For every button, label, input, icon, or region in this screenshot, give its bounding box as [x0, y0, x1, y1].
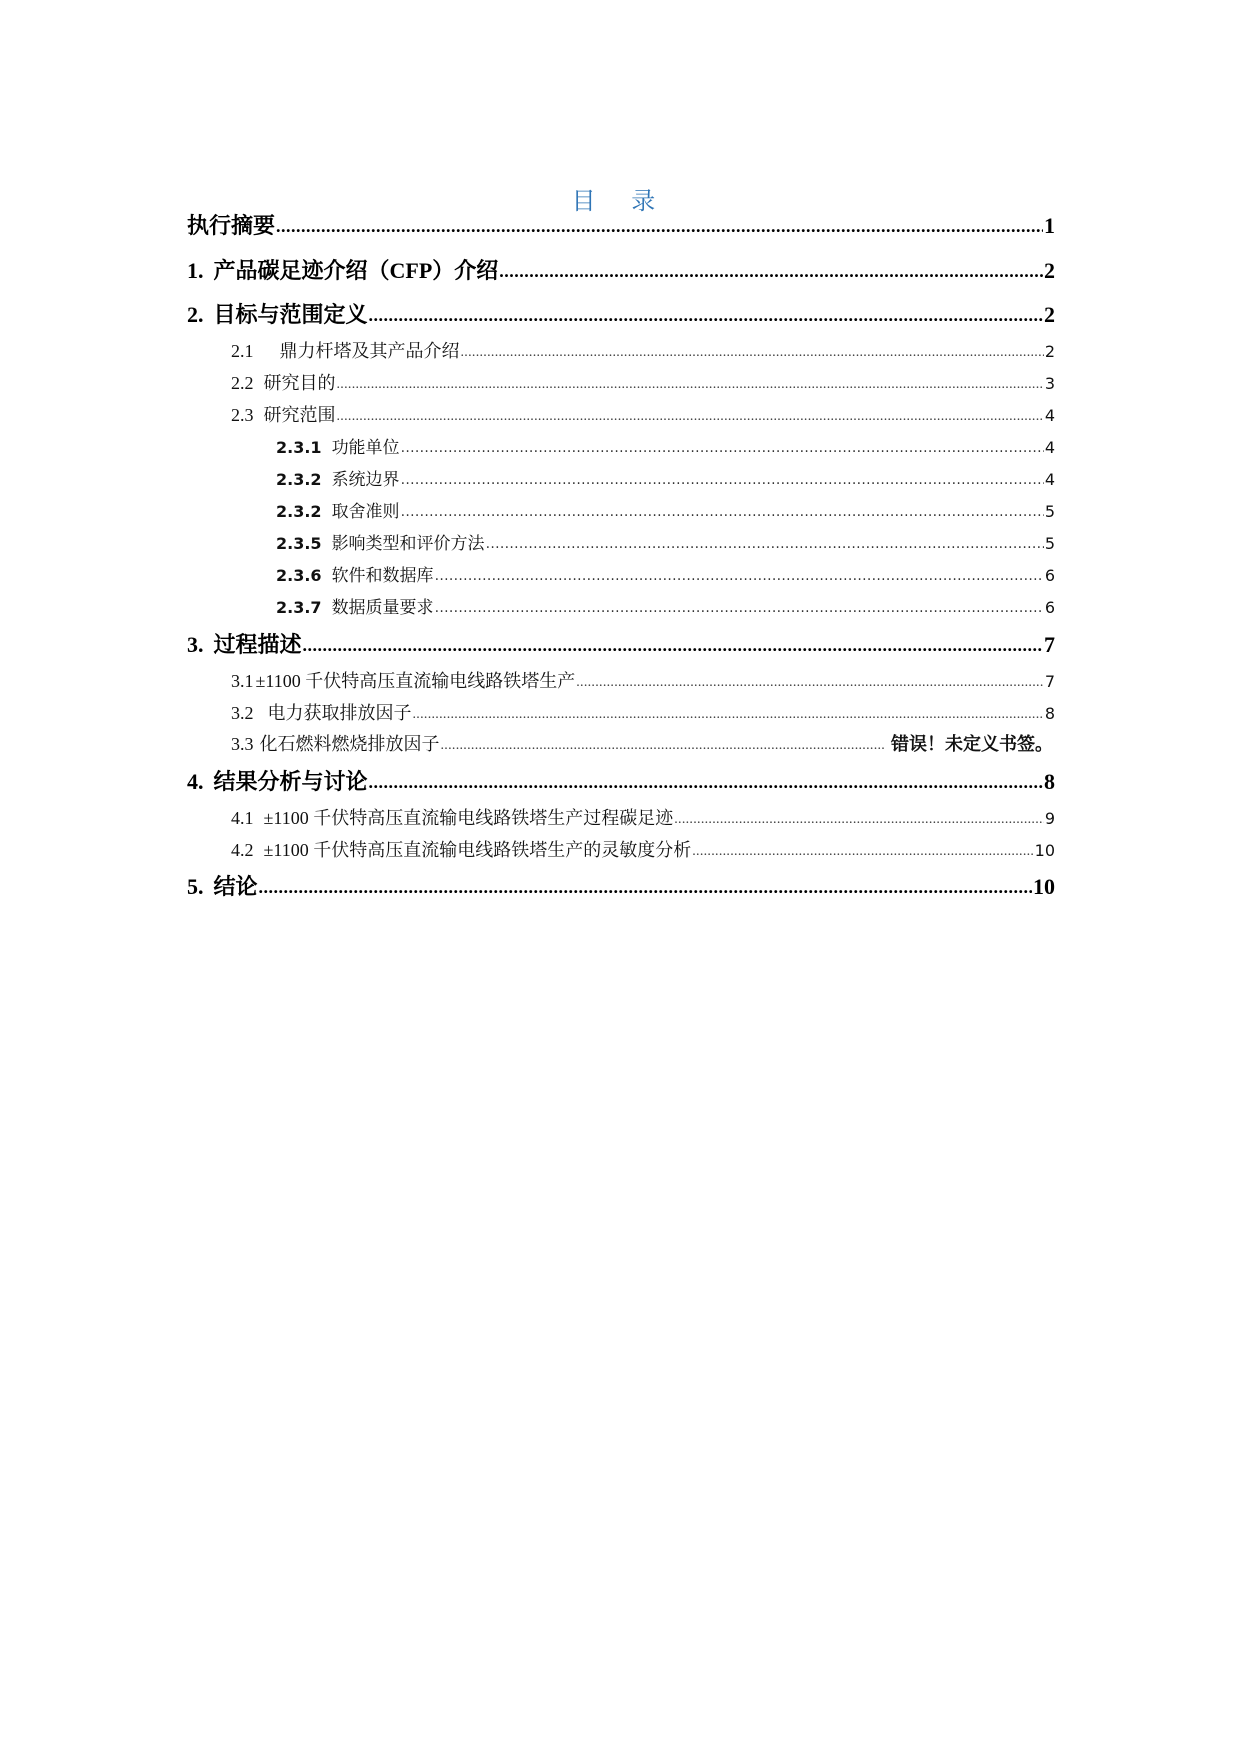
toc-page-number: 2: [1044, 258, 1055, 283]
toc-leader-dots: [337, 409, 1044, 425]
toc-entry-text: 结果分析与讨论: [213, 769, 368, 794]
toc-entry-text: 执行摘要: [187, 213, 276, 238]
toc-entry-number: 2.3.2: [276, 470, 322, 489]
toc-entry-section-2-3-7[interactable]: [276, 593, 1055, 618]
toc-entry-section-3[interactable]: [187, 628, 1055, 659]
toc-entry-number: 2.3.2: [276, 502, 322, 521]
toc-title: 目 录: [571, 187, 670, 215]
toc-entry-section-4-2[interactable]: [231, 836, 1055, 862]
toc-entry-text: 结论: [213, 874, 258, 899]
toc-page-number: 8: [1044, 769, 1055, 794]
toc-entry-text: 数据质量要求: [331, 598, 434, 618]
toc-leader-dots: [276, 216, 1043, 237]
toc-entry-number: 3.3: [231, 734, 254, 754]
toc-entry-number: 3.: [187, 632, 204, 657]
toc-leader-dots: [401, 472, 1044, 488]
toc-entry-text: 研究目的: [263, 373, 336, 393]
toc-entry-number: 2.3.6: [276, 566, 322, 585]
toc-leader-dots: [259, 877, 1032, 898]
toc-entry-number: 4.2: [231, 840, 254, 860]
toc-entry-section-4-1[interactable]: [231, 804, 1055, 830]
toc-leader-dots: [441, 738, 885, 754]
toc-leader-dots: [303, 635, 1043, 656]
toc-leader-dots: [369, 772, 1043, 793]
toc-entry-section-2[interactable]: [187, 298, 1055, 329]
toc-bookmark-error: 错误！未定义书签。: [891, 734, 1053, 755]
toc-entry-text: 影响类型和评价方法: [331, 534, 485, 554]
toc-leader-dots: [401, 504, 1044, 520]
toc-entry-text: 产品碳足迹介绍（CFP）介绍: [213, 258, 499, 283]
toc-entry-section-2-3-6[interactable]: [276, 561, 1055, 586]
toc-entry-number: 4.1: [231, 808, 254, 828]
toc-entry-section-4[interactable]: [187, 765, 1055, 796]
toc-leader-dots: [369, 305, 1043, 326]
toc-entry-number: 5.: [187, 874, 204, 899]
toc-entry-section-2-3-1[interactable]: [276, 433, 1055, 458]
toc-entry-text: 系统边界: [331, 470, 400, 490]
toc-entry-number: 2.1: [231, 341, 254, 361]
toc-entry-number: 2.3.1: [276, 438, 322, 457]
toc-entry-number: 2.3: [231, 405, 254, 425]
toc-leader-dots: [674, 812, 1044, 828]
toc-page-number: 4: [1044, 438, 1055, 457]
toc-leader-dots: [486, 536, 1044, 552]
toc-page-number: 4: [1044, 406, 1055, 425]
toc-entry-text: 过程描述: [213, 632, 302, 657]
toc-entry-section-3-2[interactable]: [231, 699, 1055, 725]
toc-page-number: 10: [1033, 874, 1055, 899]
toc-entry-number: 2.3.5: [276, 534, 322, 553]
toc-leader-dots: [401, 440, 1044, 456]
toc-page-number: 7: [1044, 672, 1055, 691]
toc-entry-number: 2.2: [231, 373, 254, 393]
toc-page-number: 4: [1044, 470, 1055, 489]
toc-page-number: 5: [1044, 534, 1055, 553]
toc-entry-section-1[interactable]: [187, 254, 1055, 285]
toc-entry-executive-summary[interactable]: [187, 209, 1055, 240]
toc-entry-section-2-3-2-cutoff[interactable]: [276, 497, 1055, 522]
toc-page-number: 2: [1044, 302, 1055, 327]
toc-page-number: 2: [1044, 342, 1055, 361]
toc-entry-section-3-3[interactable]: [231, 730, 1053, 756]
toc-page-number: 7: [1044, 632, 1055, 657]
toc-leader-dots: [413, 707, 1044, 723]
toc-entry-text: ±1100 千伏特高压直流输电线路铁塔生产过程碳足迹: [263, 808, 674, 828]
toc-entry-number: 3.2: [231, 703, 254, 723]
toc-entry-text: 研究范围: [263, 405, 336, 425]
toc-entry-section-5[interactable]: [187, 870, 1055, 901]
toc-entry-section-2-2[interactable]: [231, 369, 1055, 395]
toc-entry-text: 化石燃料燃烧排放因子: [259, 734, 440, 754]
toc-leader-dots: [337, 377, 1044, 393]
toc-entry-text: 目标与范围定义: [213, 302, 368, 327]
toc-entry-text: 电力获取排放因子: [267, 703, 412, 723]
toc-page-number: 1: [1044, 213, 1055, 238]
toc-leader-dots: [499, 261, 1043, 282]
toc-page-number: 3: [1044, 374, 1055, 393]
toc-page-number: 6: [1044, 598, 1055, 617]
toc-page-number: 5: [1044, 502, 1055, 521]
toc-entry-text: 取舍准则: [331, 502, 400, 522]
toc-entry-number: 1.: [187, 258, 204, 283]
toc-page-number: 6: [1044, 566, 1055, 585]
toc-entry-number: 3.1: [231, 671, 254, 691]
toc-entry-section-2-3-5[interactable]: [276, 529, 1055, 554]
toc-entry-number: 2.3.7: [276, 598, 322, 617]
toc-leader-dots: [435, 600, 1044, 616]
toc-page-number: 8: [1044, 704, 1055, 723]
toc-entry-text: ±1100 千伏特高压直流输电线路铁塔生产的灵敏度分析: [263, 840, 692, 860]
toc-entry-section-2-1[interactable]: [231, 337, 1055, 363]
toc-leader-dots: [461, 345, 1044, 361]
toc-leader-dots: [576, 675, 1044, 691]
toc-page-number: 10: [1034, 841, 1055, 860]
toc-entry-number: 2.: [187, 302, 204, 327]
toc-entry-text: 鼎力杆塔及其产品介绍: [279, 341, 460, 361]
toc-entry-section-2-3[interactable]: [231, 401, 1055, 427]
toc-entry-text: 软件和数据库: [331, 566, 434, 586]
toc-entry-section-3-1[interactable]: [231, 667, 1055, 693]
toc-entry-text: 功能单位: [331, 438, 400, 458]
toc-page-number: 9: [1044, 809, 1055, 828]
toc-entry-text: ±1100 千伏特高压直流输电线路铁塔生产: [255, 671, 576, 691]
toc-entry-section-2-3-2[interactable]: [276, 465, 1055, 490]
toc-entry-number: 4.: [187, 769, 204, 794]
toc-leader-dots: [435, 568, 1044, 584]
toc-leader-dots: [692, 844, 1033, 860]
